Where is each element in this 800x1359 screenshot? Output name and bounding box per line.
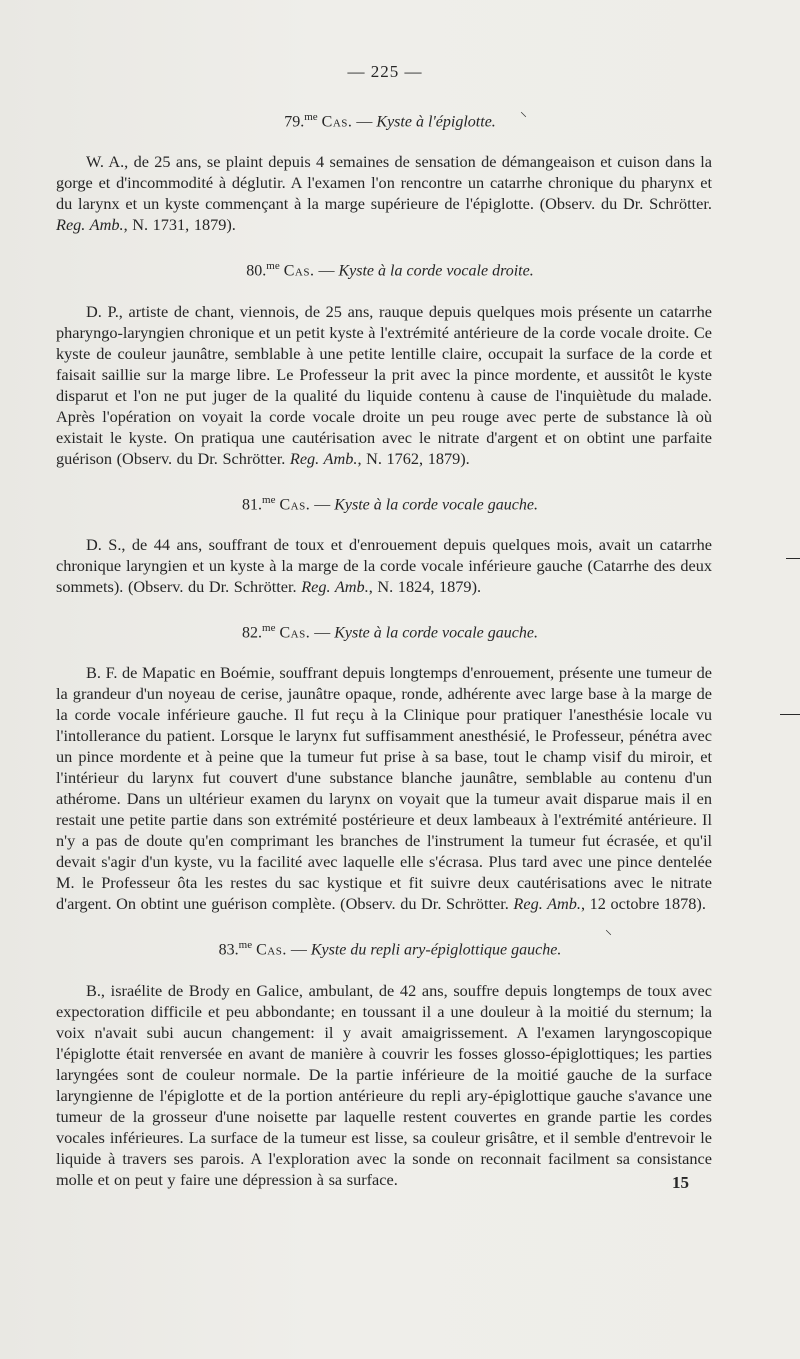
case-ordinal: me — [304, 111, 318, 123]
pencil-tick-mark: ⸜ — [605, 923, 612, 938]
case-title: Kyste à l'épiglotte. — [376, 113, 496, 131]
case-dash: — — [314, 495, 331, 513]
case-ordinal: me — [262, 621, 276, 634]
printer-signature-mark: 15 — [672, 1173, 689, 1192]
case-81 — [56, 489, 712, 597]
case-dash: — — [290, 941, 307, 959]
case-label: Cas. — [279, 495, 311, 513]
case-text: B. F. de Mapatic en Boémie, souffrant depuis longtemps d'enrouement, présente une tumeur de la grandeur d'un noyeau de cerise, jaunâtre opaque, ronde, adhérente avec large base à la marge de la corde vocale inférieure gauche. Il fut reçu à la Clinique pour pratiquer l'anesthésie locale vu l'intollerance du patient. Lorsque le larynx fut suffisamment anesthésié, le Professeur, pénétra avec un pince mordente et à peine que la tumeur fut prise à sa base, tout le champ visif du miroir, et l'intérieur du larynx fut couvert d'une substance blanche jaunâtre, semblable au contenu d'un athérome. Dans un ultérieur examen du larynx on voyait que la tumeur avait disparue mais il en restait une petite partie dans son extrémité postérieure et deux lambeaux à l'extrémité antérieure. Il n'y a pas de doute qu'en comprimant les branches de l'instrument la tumeur fut écrasée, et qu'il devait s'agir d'un kyste, vu la facilité avec laquelle elle s'écrasa. Plus tard avec une pince dentelée M. le Professeur ôta les restes du sac kystique et fit suivre deux cautérisations avec le nitrate d'argent. On obtint une guérison complète. (Observ. du Dr. Schrötter. — [56, 663, 712, 914]
case-dash: — — [318, 262, 335, 280]
case-heading — [56, 489, 712, 516]
case-79 — [56, 106, 712, 235]
case-text: D. P., artiste de chant, viennois, de 25 ans, rauque depuis quelques mois présente un catarrhe pharyngo-laryngien chronique et un petit kyste à l'extrémité antérieure de la corde vocale droite. Ce kyste de couleur jaunâtre, semblable à une petite lentille claire, occupait la surface de la corde et faisait saillie sur la marge libre. Le Professeur la prit avec la pince mordente, et aussitôt le kyste disparut et l'on ne put juger de la qualité du liquide contenu à cause de l'inquiètude du malade. Après l'opération on voyait la corde vocale droite un peu rouge avec perte de substance là où existait le kyste. On pratiqua une cautérisation avec le nitrate d'argent et on obtint une parfaite guérison (Observ. du Dr. Schrötter. — [56, 301, 712, 468]
case-text: W. A., de 25 ans, se plaint depuis 4 semaines de sensation de démangeaison et cuison dans la gorge et d'incommodité à déglutir. A l'examen l'on rencontre un catarrhe chronique du pharynx et du larynx et un kyste commençant à la marge supérieure de l'épiglotte. (Observ. du Dr. Schrötter. — [56, 152, 712, 214]
case-dash: — — [314, 624, 331, 642]
register-reference: Reg. Amb. — [513, 894, 581, 914]
case-text-end: , N. 1762, 1879). — [357, 448, 470, 468]
margin-mark — [780, 714, 800, 715]
margin-mark — [786, 558, 800, 559]
pencil-tick-mark: ⸜ — [520, 105, 527, 120]
text-column — [56, 106, 712, 1210]
case-title: Kyste à la corde vocale gauche. — [334, 495, 538, 513]
case-number: 80. — [246, 262, 267, 280]
case-number: 81. — [242, 495, 263, 513]
case-text-end: , N. 1731, 1879). — [123, 215, 236, 235]
case-text: B., israélite de Brody en Galice, ambulant, de 42 ans, souffre depuis longtemps de toux avec expectoration difficile et peu abbondante; en toussant il a une douleur à la moitié du sternum; la voix n'avait subi aucun changement: il y avait amaigrissement. A l'examen laryngoscopique l'épiglotte était renversée en avant de manière à couvrir les fosses glosso-épiglottiques; les parties laryngées sont de couleur normale. De la partie inférieure de la moitié gauche de la surface laryngienne de l'épiglotte et de la portion antérieure du repli ary-épiglottique gauche s'avance une tumeur de la grosseur d'une noisette par laquelle restent couvertes en grande partie les cordes vocales inférieures. La surface de la tumeur est lisse, sa couleur grisâtre, et il semble d'entrevoir le liquide à travers ses parois. A l'exploration avec la sonde on reconnait facilment sa consistance molle et on peut y faire une dépression à sa surface. — [56, 980, 712, 1189]
case-dash: — — [356, 113, 373, 131]
case-paragraph — [56, 301, 712, 469]
case-title: Kyste à la corde vocale droite. — [338, 262, 534, 280]
case-80 — [56, 255, 712, 468]
case-83 — [56, 934, 712, 1189]
case-paragraph — [56, 534, 712, 597]
page-number: — 225 — — [347, 62, 423, 81]
case-text: D. S., de 44 ans, souffrant de toux et d'enrouement depuis quelques mois, avait un catarrhe chronique laryngien et un kyste à la marge de la corde vocale inférieure gauche (Catarrhe des deux sommets). (Observ. du Dr. Schrötter. — [56, 534, 712, 596]
case-heading — [56, 617, 712, 644]
case-title: Kyste à la corde vocale gauche. — [334, 624, 538, 642]
case-heading — [56, 255, 712, 282]
case-number: 83. — [218, 941, 239, 959]
case-label: Cas. — [279, 624, 311, 642]
register-reference: Reg. Amb. — [289, 448, 358, 468]
case-number: 82. — [242, 624, 263, 642]
case-ordinal: me — [262, 493, 276, 506]
case-text-end: , N. 1824, 1879). — [368, 576, 482, 596]
case-label: Cas. — [321, 113, 353, 131]
case-label: Cas. — [256, 941, 287, 959]
case-ordinal: me — [238, 939, 253, 952]
register-reference: Reg. Amb. — [56, 215, 124, 235]
case-text-end: , 12 octobre 1878). — [580, 894, 706, 914]
case-title: Kyste du repli ary-épiglottique gauche. — [310, 941, 562, 959]
case-ordinal: me — [266, 260, 280, 273]
case-82 — [56, 617, 712, 914]
register-reference: Reg. Amb. — [301, 576, 369, 596]
case-paragraph — [56, 662, 712, 914]
case-heading — [56, 934, 712, 961]
case-label: Cas. — [283, 262, 315, 280]
case-paragraph — [56, 980, 712, 1190]
case-paragraph — [56, 151, 712, 235]
case-heading — [56, 106, 712, 133]
case-number: 79. — [284, 113, 305, 131]
